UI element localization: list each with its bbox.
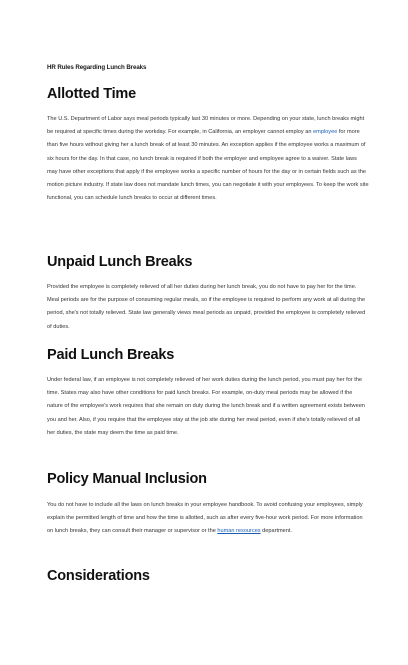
section-paragraph-policy-manual-inclusion: [47, 499, 369, 539]
section-heading-allotted-time: Allotted Time: [47, 86, 136, 102]
paragraph-text: for more than five hours without giving her a lunch break of at least 30 minutes. An exception applies if the employee works a maximum of six hours for the day. In that case, no lunch break is required if both the employer and employee agree to a waiver. State laws may have other exceptions that apply if the employee works a specific number of hours for the day or in certain fields such as the motion picture industry. If state law does not mandate lunch times, you can negotiate it with your employees. To keep the work site functional, you can schedule lunch breaks to occur at different times.: [47, 129, 369, 202]
employee-link[interactable]: employee: [313, 129, 338, 136]
section-heading-paid-lunch-breaks: Paid Lunch Breaks: [47, 347, 175, 363]
paragraph-text: You do not have to include all the laws on lunch breaks in your employee handbook. To avoid confusing your employees, simply explain the permitted length of time and how the time is allotted, such as after every five-hour work period. For more information on lunch breaks, they can consult their manager or supervisor or the: [47, 502, 363, 535]
paragraph-text: The U.S. Department of Labor says meal periods typically last 30 minutes or more. Depending on your state, lunch breaks might be required at specific times during the workday. For example, in California, an employer cannot employ an: [47, 116, 365, 136]
section-paragraph-paid-lunch-breaks: Under federal law, if an employee is not completely relieved of her work duties during the lunch period, you must pay her for the time. States may also have other conditions for paid lunch breaks. For example, on-duty meal periods may be allowed if the nature of the employee's work requires that she remain on duty during the lunch break and if a written agreement exists between you and her. Also, if you require that the employee stay at the job site during her meal period, even if she's totally relieved of all her duties, the state may deem the time as paid time.: [47, 377, 365, 436]
section-paragraph-unpaid-lunch-breaks: Provided the employee is completely relieved of all her duties during her lunch break, you do not have to pay her for the time. Meal periods are for the purpose of consuming regular meals, so if the employee is required to perform any work at all during the period, she's not totally relieved. State law generally views meal periods as unpaid, provided the employee is completely relieved of duties.: [47, 284, 366, 330]
section-heading-unpaid-lunch-breaks: Unpaid Lunch Breaks: [47, 254, 193, 270]
human-resources-link[interactable]: human resources: [217, 528, 261, 535]
paragraph-text: department.: [260, 528, 293, 535]
section-heading-policy-manual-inclusion: Policy Manual Inclusion: [47, 471, 207, 487]
section-paragraph-allotted-time: [47, 113, 369, 205]
document-title: HR Rules Regarding Lunch Breaks: [47, 64, 147, 71]
section-heading-considerations: Considerations: [47, 568, 150, 584]
